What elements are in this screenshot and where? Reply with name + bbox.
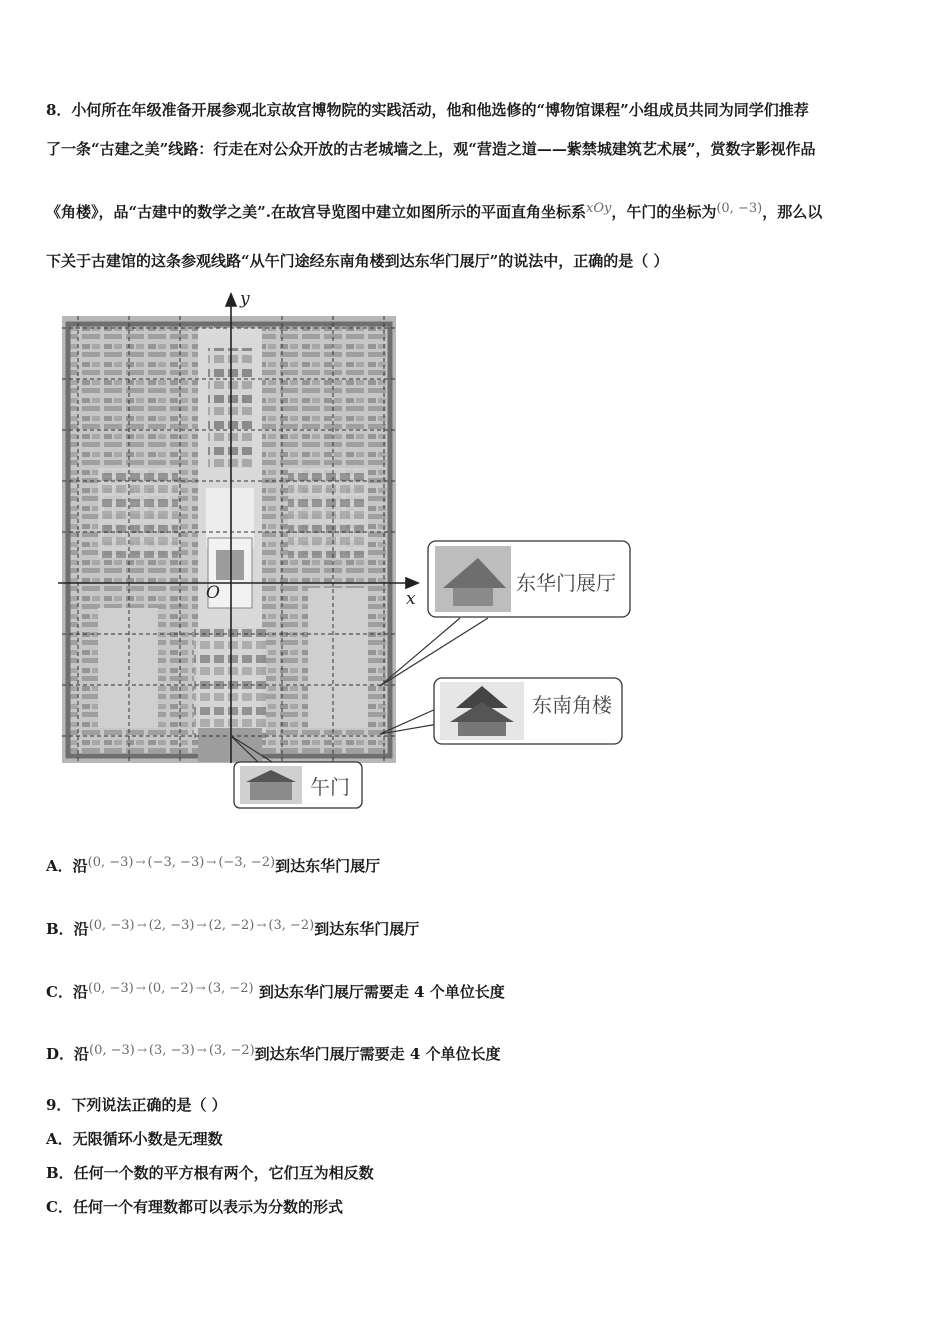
- arrow-icon: →: [195, 981, 206, 995]
- q9-option-c: C．任何一个有理数都可以表示为分数的形式: [46, 1198, 343, 1216]
- option-a-label: A．沿: [46, 857, 88, 875]
- arrow-icon: →: [206, 855, 217, 869]
- callout-dongnan-jiaolou: [380, 678, 622, 744]
- q8-line3-text-c: ，那么以: [762, 203, 823, 221]
- option-c-label: C．沿: [46, 983, 88, 1001]
- q9-stem: 9．下列说法正确的是（ ）: [46, 1096, 227, 1114]
- option-d-p2: (3, −3): [148, 1043, 195, 1058]
- option-d-p1: (0, −3): [89, 1043, 135, 1058]
- option-b-label: B．沿: [46, 920, 89, 938]
- arrow-icon: →: [135, 981, 146, 995]
- option-c: [46, 981, 505, 1002]
- option-b-p1: (0, −3): [88, 918, 135, 933]
- map-diagram: [58, 288, 658, 816]
- callout-donghuamen: [380, 541, 630, 686]
- arrow-icon: →: [256, 918, 267, 932]
- option-b-p3: (2, −2): [208, 918, 255, 933]
- forbidden-city-map-figure: [58, 288, 658, 816]
- callout-jiaolou-label: 东南角楼: [532, 693, 612, 717]
- option-c-p2: (0, −2): [147, 981, 194, 996]
- callout-wumen-label: 午门: [310, 775, 350, 799]
- map-image: [62, 316, 396, 763]
- arrow-icon: →: [196, 1043, 207, 1057]
- arrow-icon: →: [135, 855, 146, 869]
- q8-coord-system-math: xOy: [585, 201, 612, 216]
- option-d-tail: 到达东华门展厅需要走 4 个单位长度: [254, 1045, 501, 1063]
- option-a-p3: (−3, −2): [218, 855, 276, 870]
- option-a-p2: (−3, −3): [147, 855, 205, 870]
- origin-label: O: [206, 583, 220, 603]
- q8-wumen-coord-math: (0, −3): [716, 201, 763, 216]
- q8-line3-text-b: ，午门的坐标为: [611, 203, 717, 221]
- option-c-p3: (3, −2): [207, 981, 254, 996]
- q8-line4: 下关于古建馆的这条参观线路“从午门途经东南角楼到达东华门展厅”的说法中，正确的是（ ）: [46, 252, 669, 270]
- option-b-p2: (2, −3): [148, 918, 195, 933]
- arrow-icon: →: [196, 918, 207, 932]
- arrow-icon: →: [136, 1043, 147, 1057]
- q8-line3: [46, 202, 822, 224]
- q8-line1: 8．小何所在年级准备开展参观北京故宫博物院的实践活动，他和他选修的“博物馆课程”小组成员共同为同学们推荐: [46, 101, 809, 119]
- option-d-label: D．沿: [46, 1045, 90, 1063]
- option-d-p3: (3, −2): [208, 1043, 255, 1058]
- option-c-p1: (0, −3): [87, 981, 134, 996]
- option-c-tail: 到达东华门展厅需要走 4 个单位长度: [253, 983, 505, 1001]
- option-d: [46, 1043, 501, 1064]
- y-axis-label: y: [240, 289, 250, 309]
- q8-line3-text-a: 《角楼》，品“古建中的数学之美”.在故宫导览图中建立如图所示的平面直角坐标系: [46, 203, 586, 221]
- callout-donghuamen-label: 东华门展厅: [516, 571, 616, 595]
- x-axis-label: x: [406, 589, 416, 609]
- option-b: [46, 918, 419, 939]
- option-a: [46, 855, 380, 876]
- option-a-tail: 到达东华门展厅: [275, 857, 381, 875]
- arrow-icon: →: [136, 918, 147, 932]
- option-b-p4: (3, −2): [268, 918, 315, 933]
- option-b-tail: 到达东华门展厅: [314, 920, 420, 938]
- q8-line2: 了一条“古建之美”线路：行走在对公众开放的古老城墙之上，观“营造之道——紫禁城建筑艺术展”，赏数字影视作品: [46, 140, 816, 158]
- q9-option-a: A．无限循环小数是无理数: [46, 1130, 223, 1148]
- q9-option-b: B．任何一个数的平方根有两个，它们互为相反数: [46, 1164, 374, 1182]
- option-a-p1: (0, −3): [87, 855, 134, 870]
